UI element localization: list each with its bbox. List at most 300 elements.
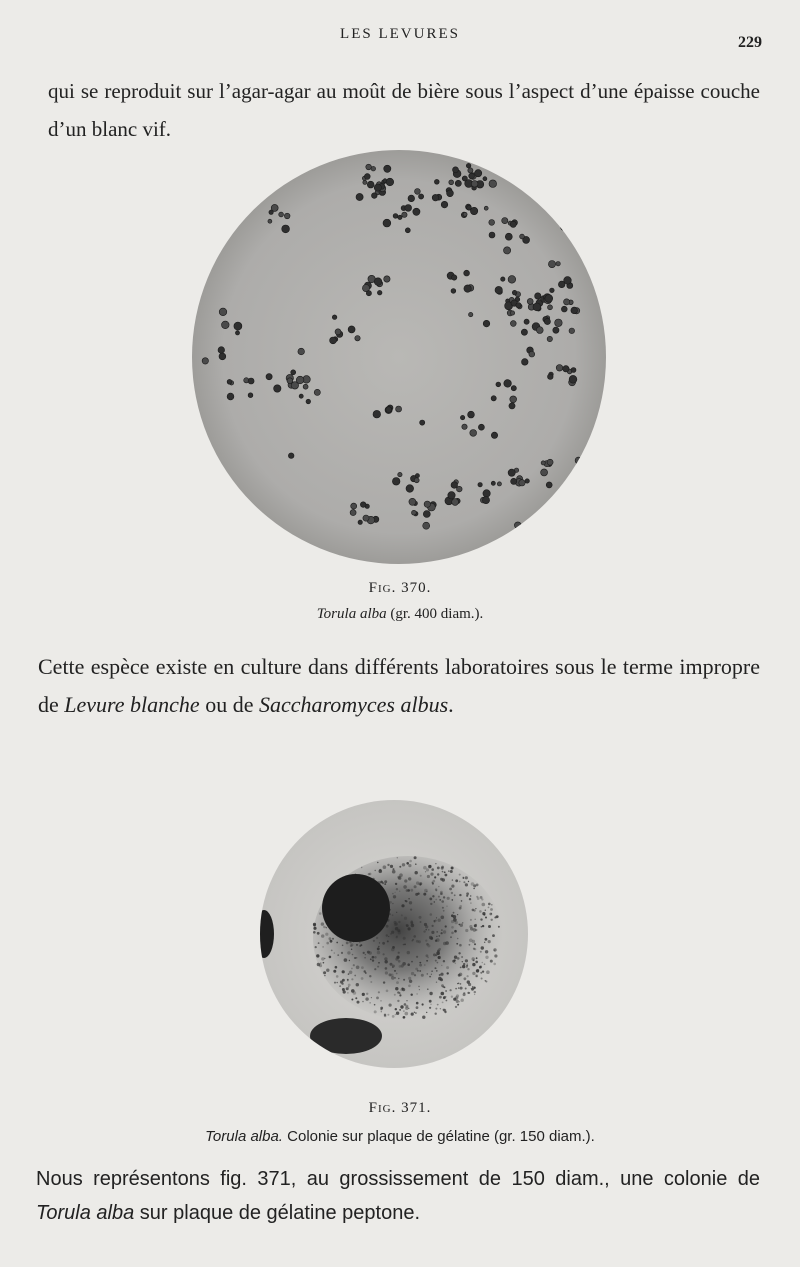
- colony-speckle: [375, 870, 376, 871]
- figure-371-label: Fig. 371.: [368, 1100, 432, 1116]
- yeast-cell: [306, 399, 311, 404]
- colony-speckle: [450, 870, 453, 873]
- colony-speckle: [475, 919, 476, 920]
- colony-speckle: [408, 1008, 409, 1009]
- colony-speckle: [465, 929, 468, 932]
- colony-speckle: [416, 1006, 419, 1009]
- colony-speckle: [429, 1007, 431, 1009]
- colony-speckle: [473, 884, 476, 887]
- colony-speckle: [426, 943, 429, 946]
- colony-speckle: [485, 981, 487, 983]
- figure-370-label: Fig. 370.: [368, 580, 432, 596]
- colony-speckle: [491, 904, 493, 906]
- colony-speckle: [411, 972, 414, 975]
- colony-speckle: [412, 940, 414, 942]
- yeast-cell: [371, 166, 376, 171]
- colony-speckle: [456, 1000, 459, 1003]
- yeast-cell: [546, 482, 552, 488]
- colony-speckle: [394, 970, 396, 972]
- colony-speckle: [384, 1015, 387, 1018]
- colony-speckle: [467, 992, 469, 994]
- yeast-cell: [366, 291, 371, 296]
- yeast-cell: [576, 204, 581, 209]
- colony-speckle: [456, 943, 458, 945]
- yeast-cell: [423, 511, 430, 518]
- colony-speckle: [476, 975, 477, 976]
- colony-speckle: [490, 960, 493, 963]
- colony-speckle: [399, 891, 400, 892]
- yeast-cell: [419, 194, 424, 199]
- yeast-cell: [384, 165, 391, 172]
- colony-speckle: [485, 956, 488, 959]
- colony-speckle: [460, 983, 462, 985]
- colony-speckle: [377, 966, 379, 968]
- colony-speckle: [447, 897, 450, 900]
- yeast-cell: [409, 498, 416, 505]
- colony-speckle: [392, 946, 395, 949]
- yeast-cell: [510, 396, 517, 403]
- yeast-cell: [266, 374, 272, 380]
- colony-speckle: [365, 997, 368, 1000]
- colony-speckle: [326, 927, 327, 928]
- colony-speckle: [454, 930, 457, 933]
- colony-speckle: [445, 925, 447, 927]
- colony-speckle: [457, 938, 459, 940]
- colony-speckle: [416, 993, 417, 994]
- colony-speckle: [406, 1000, 407, 1001]
- colony-speckle: [447, 972, 449, 974]
- colony-speckle: [455, 988, 457, 990]
- colony-speckle: [405, 1012, 409, 1016]
- yeast-cell: [562, 483, 569, 490]
- colony-speckle: [435, 1008, 437, 1010]
- colony-speckle: [398, 978, 399, 979]
- colony-speckle: [467, 980, 470, 983]
- yeast-cell: [541, 469, 548, 476]
- colony-speckle: [438, 948, 441, 951]
- colony-speckle: [461, 900, 463, 902]
- colony-speckle: [439, 899, 441, 901]
- yeast-cell: [504, 380, 512, 388]
- colony-speckle: [440, 892, 443, 895]
- yeast-cell: [373, 410, 381, 418]
- colony-speckle: [443, 1009, 446, 1012]
- colony-speckle: [430, 913, 433, 916]
- colony-speckle: [329, 937, 332, 940]
- yeast-cell: [553, 327, 559, 333]
- colony-speckle: [436, 931, 438, 933]
- colony-speckle: [426, 868, 429, 871]
- yeast-cell: [563, 366, 569, 372]
- yeast-cell: [525, 479, 529, 483]
- paragraph-1: qui se reproduit sur l’agar-agar au moût de bière sous l’aspect d’une épaisse couche d’un blanc vif.: [48, 79, 760, 141]
- yeast-cell: [561, 306, 567, 312]
- yeast-cell: [464, 270, 470, 276]
- yeast-cell: [522, 359, 529, 366]
- colony-speckle: [482, 912, 485, 915]
- yeast-cell: [227, 379, 232, 384]
- colony-speckle: [488, 925, 491, 928]
- colony-speckle: [434, 901, 435, 902]
- colony-speckle: [403, 937, 406, 940]
- colony-speckle: [386, 925, 389, 928]
- colony-speckle: [426, 960, 428, 962]
- colony-speckle: [416, 881, 419, 884]
- colony-speckle: [470, 927, 473, 930]
- colony-speckle: [451, 914, 454, 917]
- yeast-cell: [502, 218, 508, 224]
- colony-speckle: [409, 901, 412, 904]
- colony-speckle: [391, 976, 395, 980]
- colony-speckle: [452, 960, 455, 963]
- colony-speckle: [467, 968, 469, 970]
- yeast-cells-image: [190, 148, 608, 566]
- colony-speckle: [332, 938, 334, 940]
- yeast-cell: [412, 510, 417, 515]
- colony-speckle: [452, 899, 454, 901]
- colony-speckle: [454, 956, 457, 959]
- yeast-cell: [489, 232, 495, 238]
- colony-speckle: [405, 1005, 408, 1008]
- colony-speckle: [465, 959, 468, 962]
- yeast-cell: [383, 219, 391, 227]
- colony-speckle: [385, 971, 388, 974]
- yeast-cell: [392, 478, 400, 486]
- colony-speckle: [407, 951, 410, 954]
- yeast-cell: [212, 223, 218, 229]
- yeast-cell: [468, 411, 475, 418]
- colony-speckle: [399, 873, 403, 877]
- colony-speckle: [485, 950, 488, 953]
- colony-speckle: [374, 1004, 376, 1006]
- colony-speckle: [351, 968, 353, 970]
- colony-speckle: [435, 960, 437, 962]
- colony-speckle: [440, 1008, 441, 1009]
- colony-speckle: [395, 883, 397, 885]
- colony-speckle: [350, 944, 353, 947]
- colony-speckle: [443, 896, 445, 898]
- colony-speckle: [459, 944, 462, 947]
- colony-speckle: [370, 1002, 371, 1003]
- colony-speckle: [435, 954, 437, 956]
- colony-speckle: [409, 860, 412, 863]
- colony-speckle: [451, 932, 454, 935]
- colony-speckle: [321, 934, 324, 937]
- yeast-cell: [269, 210, 273, 214]
- colony-speckle: [321, 957, 324, 960]
- yeast-cell: [469, 173, 475, 179]
- colony-speckle: [397, 857, 398, 858]
- colony-speckle: [420, 921, 422, 923]
- colony-speckle: [403, 979, 405, 981]
- yeast-cell: [248, 378, 254, 384]
- colony-speckle: [417, 970, 419, 972]
- colony-speckle: [330, 940, 333, 943]
- colony-speckle: [441, 965, 442, 966]
- colony-speckle: [346, 987, 349, 990]
- yeast-cell: [386, 407, 392, 413]
- colony-speckle: [416, 956, 418, 958]
- yeast-cell: [268, 219, 272, 223]
- yeast-cell: [483, 177, 487, 181]
- colony-speckle: [463, 992, 465, 994]
- colony-speckle: [459, 894, 461, 896]
- colony-speckle: [313, 927, 316, 930]
- colony-speckle: [459, 1001, 460, 1002]
- colony-speckle: [453, 912, 455, 914]
- yeast-cell: [348, 326, 355, 333]
- yeast-cell: [374, 278, 382, 286]
- colony-speckle: [461, 999, 464, 1002]
- yeast-cell: [448, 492, 455, 499]
- colony-speckle: [398, 960, 401, 963]
- colony-speckle: [490, 908, 493, 911]
- yeast-cell: [470, 430, 477, 437]
- yeast-cell: [471, 181, 478, 188]
- colony-speckle: [435, 863, 436, 864]
- colony-speckle: [377, 948, 380, 951]
- colony-speckle: [414, 974, 416, 976]
- yeast-cell: [555, 319, 563, 327]
- yeast-cell: [441, 201, 448, 208]
- colony-speckle: [471, 988, 474, 991]
- colony-speckle: [470, 895, 471, 896]
- colony-speckle: [464, 977, 467, 980]
- yeast-cell: [360, 502, 366, 508]
- yeast-cell: [564, 277, 572, 285]
- colony-speckle: [395, 1008, 397, 1010]
- colony-speckle: [426, 929, 427, 930]
- colony-speckle: [409, 980, 412, 983]
- yeast-cell: [279, 212, 284, 217]
- yeast-cell: [434, 179, 439, 184]
- colony-speckle: [351, 949, 352, 950]
- colony-speckle: [403, 885, 407, 889]
- yeast-cell: [585, 472, 592, 479]
- colony-speckle: [423, 893, 426, 896]
- yeast-cell: [386, 178, 394, 186]
- colony-speckle: [354, 957, 356, 959]
- colony-speckle: [313, 931, 316, 934]
- colony-speckle: [427, 988, 429, 990]
- yeast-cell: [469, 312, 473, 316]
- yeast-cell: [475, 170, 482, 177]
- yeast-cell: [296, 376, 304, 384]
- colony-speckle: [473, 960, 475, 962]
- colony-speckle: [396, 956, 399, 959]
- yeast-cell: [491, 481, 495, 485]
- yeast-cell: [550, 288, 555, 293]
- colony-speckle: [321, 922, 324, 925]
- yeast-cell: [533, 303, 541, 311]
- colony-speckle: [443, 930, 446, 933]
- colony-speckle: [364, 957, 366, 959]
- colony-speckle: [426, 891, 428, 893]
- yeast-cell: [396, 406, 402, 412]
- colony-speckle: [406, 924, 408, 926]
- colony-speckle: [462, 922, 463, 923]
- yeast-cell: [447, 190, 454, 197]
- colony-speckle: [326, 942, 329, 945]
- colony-speckle: [435, 888, 437, 890]
- colony-speckle: [467, 964, 468, 965]
- colony-speckle: [378, 962, 380, 964]
- yeast-cell: [592, 469, 596, 473]
- colony-speckle: [438, 896, 440, 898]
- colony-speckle: [317, 963, 320, 966]
- colony-speckle: [319, 912, 322, 915]
- colony-speckle: [429, 976, 431, 978]
- yeast-cell: [423, 522, 430, 529]
- colony-speckle: [439, 996, 442, 999]
- colony-speckle: [398, 952, 400, 954]
- colony-speckle: [431, 970, 433, 972]
- yeast-cell: [298, 348, 305, 355]
- colony-speckle: [426, 1012, 427, 1013]
- colony-speckle: [341, 952, 343, 954]
- colony-speckle: [480, 972, 482, 974]
- yeast-cell: [372, 193, 378, 199]
- colony-speckle: [415, 863, 417, 865]
- colony-speckle: [393, 868, 395, 870]
- yeast-cell: [303, 384, 308, 389]
- colony-speckle: [317, 932, 320, 935]
- yeast-cell: [511, 478, 517, 484]
- colony-speckle: [389, 901, 392, 904]
- colony-speckle: [451, 926, 454, 929]
- yeast-cell: [216, 184, 223, 191]
- yeast-cell: [220, 166, 227, 173]
- colony-speckle: [455, 963, 456, 964]
- colony-speckle: [395, 892, 396, 893]
- yeast-cell: [335, 329, 341, 335]
- yeast-cell: [569, 328, 575, 334]
- colony-speckle: [429, 865, 432, 868]
- colony-speckle: [455, 1006, 457, 1008]
- colony-speckle: [390, 933, 392, 935]
- colony-speckle: [481, 978, 483, 980]
- colony-speckle: [368, 873, 370, 875]
- colony-speckle: [407, 963, 410, 966]
- yeast-cell: [491, 432, 497, 438]
- colony-speckle: [420, 875, 422, 877]
- colony-speckle: [430, 873, 433, 876]
- yeast-cell: [571, 307, 578, 314]
- yeast-cell: [489, 180, 497, 188]
- colony-speckle: [393, 895, 396, 898]
- colony-speckle: [342, 979, 345, 982]
- yeast-cell: [478, 483, 482, 487]
- yeast-cell: [564, 299, 570, 305]
- colony-speckle: [408, 927, 411, 930]
- colony-speckle: [380, 1000, 381, 1001]
- yeast-cell: [393, 214, 398, 219]
- colony-speckle: [480, 951, 482, 953]
- colony-speckle: [431, 868, 434, 871]
- colony-speckle: [436, 982, 437, 983]
- colony-speckle: [451, 892, 453, 894]
- colony-speckle: [467, 975, 469, 977]
- colony-speckle: [353, 964, 355, 966]
- yeast-cell: [578, 472, 583, 477]
- colony-speckle: [444, 986, 446, 988]
- colony-speckle: [344, 958, 348, 962]
- colony-speckle: [394, 994, 396, 996]
- colony-speckle: [392, 903, 394, 905]
- colony-speckle: [442, 1002, 444, 1004]
- yeast-cell: [374, 184, 381, 191]
- yeast-cell: [405, 228, 410, 233]
- yeast-cell: [413, 208, 420, 215]
- yeast-cell: [398, 215, 402, 219]
- colony-speckle: [425, 871, 426, 872]
- yeast-cell: [330, 337, 337, 344]
- colony-speckle: [372, 956, 375, 959]
- colony-speckle: [458, 952, 460, 954]
- yeast-cell: [548, 305, 553, 310]
- colony-speckle: [476, 957, 478, 959]
- yeast-cell: [511, 386, 516, 391]
- yeast-cell: [460, 415, 464, 419]
- colony-speckle: [404, 917, 407, 920]
- yeast-cell: [219, 353, 226, 360]
- colony-speckle: [396, 981, 399, 984]
- colony-speckle: [334, 982, 336, 984]
- colony-speckle: [436, 970, 438, 972]
- colony-speckle: [408, 977, 411, 980]
- colony-speckle: [435, 1013, 437, 1015]
- colony-speckle: [443, 960, 445, 962]
- colony-speckle: [367, 951, 370, 954]
- colony-speckle: [365, 972, 367, 974]
- colony-speckle: [469, 898, 471, 900]
- colony-speckle: [450, 989, 452, 991]
- colony-speckle: [323, 926, 326, 929]
- colony-speckle: [337, 954, 339, 956]
- colony-speckle: [408, 864, 411, 867]
- colony-speckle: [390, 865, 393, 868]
- colony-speckle: [392, 967, 393, 968]
- colony-speckle: [377, 951, 380, 954]
- paragraph-2: Cette espèce existe en culture dans différents laboratoires sous le terme impropre de Levure blanche ou de Saccharomyces albus.: [38, 654, 760, 717]
- colony-speckle: [324, 958, 325, 959]
- colony-speckle: [462, 965, 465, 968]
- colony-speckle: [348, 973, 350, 975]
- yeast-cell: [367, 181, 374, 188]
- colony-speckle: [401, 914, 403, 916]
- colony-speckle: [460, 967, 462, 969]
- colony-speckle: [410, 909, 412, 911]
- colony-speckle: [427, 973, 429, 975]
- colony-speckle: [438, 977, 442, 981]
- yeast-cell: [516, 303, 521, 308]
- yeast-cell: [505, 233, 512, 240]
- colony-speckle: [408, 898, 410, 900]
- colony-speckle: [480, 918, 482, 920]
- colony-speckle: [334, 952, 336, 954]
- colony-speckle: [410, 889, 413, 892]
- colony-speckle: [469, 944, 471, 946]
- yeast-cell: [299, 394, 303, 398]
- yeast-cell: [462, 424, 467, 429]
- colony-speckle: [404, 879, 407, 882]
- colony-speckle: [387, 940, 389, 942]
- colony-speckle: [436, 917, 437, 918]
- colony-speckle: [346, 942, 349, 945]
- yeast-cell: [514, 522, 521, 529]
- colony-speckle: [351, 999, 353, 1001]
- yeast-cell: [451, 482, 458, 489]
